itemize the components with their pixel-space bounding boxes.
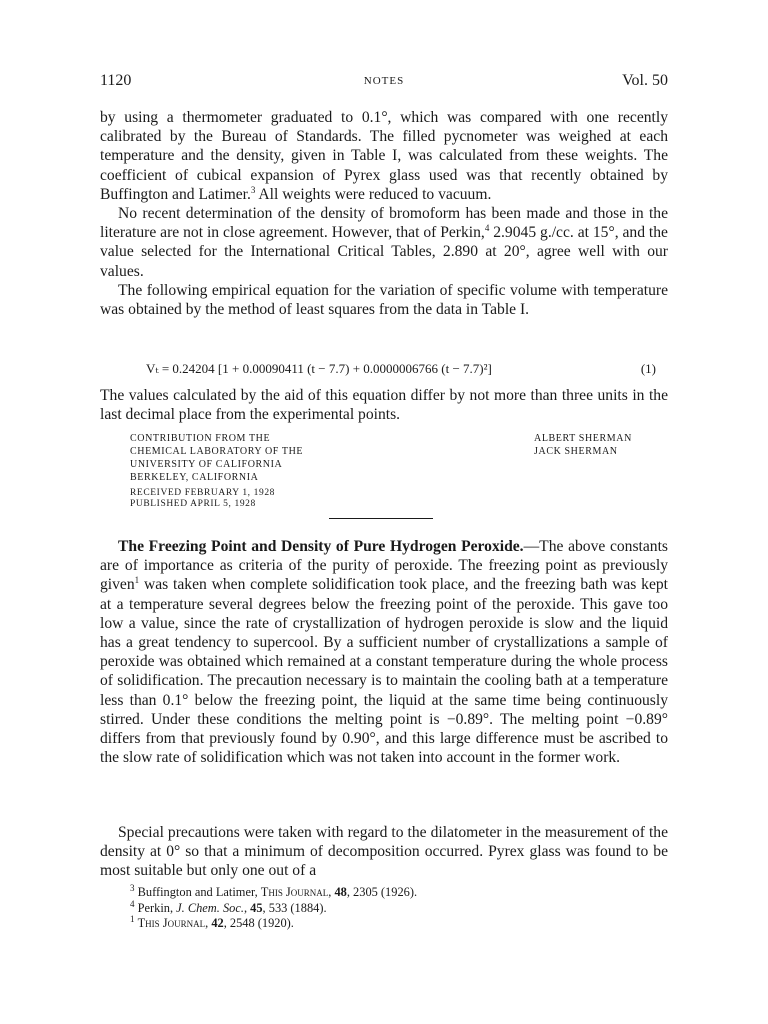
section-divider [329, 518, 433, 519]
volume-number: 48 [334, 885, 347, 899]
paragraph-text: by using a thermometer graduated to 0.1°, which was compared with one recently calibrated by the Bureau of Standards. The filled pycnometer was weighed at each temperature and the density, given in Table I, was calculated from these weights. The coefficient of cubical expansion of Pyrex glass used was that recently obtained by Buffington and Latimer. [100, 109, 668, 203]
journal-name: This Journal [260, 885, 329, 899]
volume-label: Vol. 50 [622, 72, 668, 89]
footnote-text: , 2305 (1926). [346, 885, 418, 899]
journal-name: This Journal [137, 916, 206, 931]
paragraph-text: was taken when complete solidification took place, and the freezing bath was kept at a temperature several degrees below the freezing point of the peroxide. This gave too low a value, since the rate of crystallization of hydrogen peroxide is slow and the liquid has a great tendency to supercool. By a sufficient number of crystallizations a sample of peroxide was obtained which remained at a constant temperature during the whole process of solidification. The precaution necessary is to maintain the cooling bath at a temperature less than 0.1° below the freezing point, the liquid at the same time being continuously stirred. Under these conditions the melting point is −0.89°. The melting point −0.89° differs from that previously found by 0.90°, and this large difference must be ascribed to the slow rate of solidification which was not taken into account in the former work. [100, 576, 668, 767]
conclusion-section [100, 386, 668, 424]
hydrogen-peroxide-note-cont [100, 823, 668, 881]
paragraph: Special precautions were taken with regard to the dilatometer in the measurement of the density at 0° so that a minimum of decomposition occurred. Pyrex glass was found to be most suitable but only one out of a [100, 824, 668, 880]
affiliation-line: CHEMICAL LABORATORY OF THE [130, 446, 304, 457]
paragraph [100, 537, 668, 767]
footnote-text: , 2548 (1920). [223, 916, 294, 931]
footnotes [130, 882, 650, 932]
dates-block [130, 488, 275, 510]
paragraph-text: 2.9045 g./cc. at 15°, and the value selected for the International Critical Tables, 2.890 at 20°, agree well with our values. [100, 224, 668, 280]
paragraph-text: All weights were reduced to vacuum. [255, 185, 492, 203]
volume-number: 45 [250, 900, 263, 915]
author-name: ALBERT SHERMAN [534, 433, 632, 444]
paragraph [100, 108, 668, 204]
paragraph-text: No recent determination of the density of bromoform has been made and those in the literature are not in close agreement. However, that of Perkin, [100, 205, 668, 242]
footnote-text: , [205, 916, 212, 931]
equation-text: Vₜ = 0.24204 [1 + 0.00090411 (t − 7.7) + 0.0000006766 (t − 7.7)²] [146, 361, 492, 376]
footnote-mark: 1 [130, 914, 135, 925]
footnote-ref: 1 [134, 575, 140, 586]
footnote-text: Buffington and Latimer, [137, 885, 261, 899]
equation-number: (1) [640, 361, 656, 376]
author-block [534, 432, 632, 458]
running-head: NOTES [363, 75, 405, 87]
author-name: JACK SHERMAN [534, 446, 618, 457]
affiliation-line: UNIVERSITY OF CALIFORNIA [130, 459, 283, 470]
footnote [130, 898, 650, 917]
affiliation-line: BERKELEY, CALIFORNIA [130, 472, 259, 483]
journal-name: J. Chem. Soc. [176, 900, 244, 915]
received-date: RECEIVED FEBRUARY 1, 1928 [130, 488, 276, 498]
footnote [130, 882, 650, 901]
footnote-text: Perkin, [137, 900, 177, 915]
hydrogen-peroxide-note [100, 537, 668, 767]
equation [146, 361, 668, 377]
footnote-mark: 4 [130, 898, 135, 909]
footnote-ref: 3 [250, 184, 256, 195]
paragraph-text: —The above constants are of importance as criteria of the purity of peroxide. The freezing point as previously given [100, 538, 668, 594]
paragraph: The following empirical equation for the variation of specific volume with temperature was obtained by the method of least squares from the data in Table I. [100, 281, 668, 319]
footnote-text: , 533 (1884). [262, 900, 327, 915]
footnote-text: , [328, 885, 335, 899]
footnote-ref: 4 [484, 223, 490, 234]
published-date: PUBLISHED APRIL 5, 1928 [130, 499, 256, 509]
paragraph [100, 204, 668, 281]
footnote [130, 916, 650, 932]
affiliation-line: CONTRIBUTION FROM THE [130, 433, 271, 444]
intro-section [100, 108, 668, 319]
affiliation-block [130, 432, 303, 484]
paragraph: The values calculated by the aid of this equation differ by not more than three units in the last decimal place from the experimental points. [100, 387, 668, 424]
note-title: The Freezing Point and Density of Pure Hydrogen Peroxide. [118, 538, 524, 555]
footnote-text: , [243, 900, 251, 915]
page-header [100, 72, 668, 94]
footnote-mark: 3 [130, 882, 135, 893]
page-number: 1120 [100, 72, 132, 89]
volume-number: 42 [211, 916, 224, 931]
